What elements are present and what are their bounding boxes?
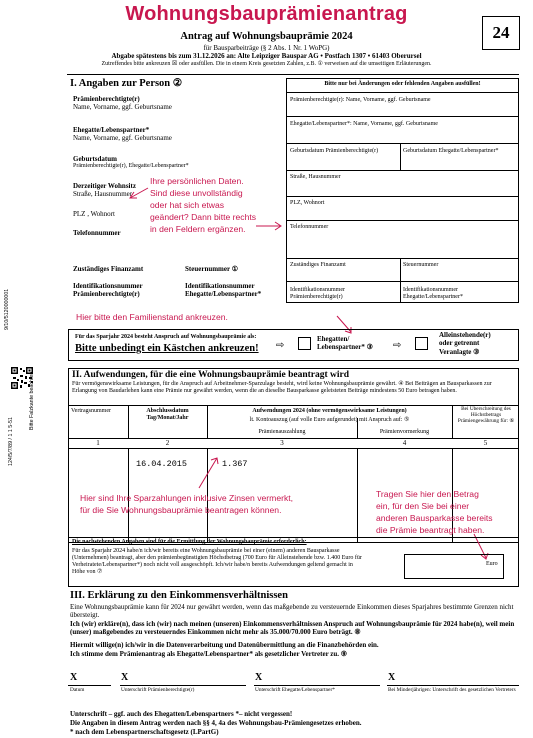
change-field-tax-number[interactable]: Steuernummer <box>403 262 439 268</box>
signature-applicant-label: Unterschrift Prämienberechtigte(r) <box>121 687 195 693</box>
id-spouse-sub: Ehegatte/Lebenspartner* <box>185 290 262 298</box>
signature-date-label: Datum <box>70 687 85 693</box>
cell-conclusion-date: 16.04.2015 <box>136 459 188 469</box>
form-number-box: 24 <box>482 16 520 50</box>
signature-mark: X <box>388 672 396 683</box>
divider <box>67 74 519 75</box>
section-3-text-1: Eine Wohnungsbauprämie kann für 2024 nur gewährt werden, wenn das maßgebende zu versteuernde Einkommen dieses Sparjahres bestimmte Grenzen nicht übersteigt. <box>70 603 514 620</box>
form-subtitle: Antrag auf Wohnungsbauprämie 2024 <box>180 31 353 42</box>
divider <box>286 92 519 93</box>
id-spouse-label: Identifikationsnummer <box>185 282 255 290</box>
marital-emphasis: Bitte unbedingt ein Kästchen ankreuzen! <box>75 343 259 354</box>
side-code: 9/10/5120000001 <box>4 288 10 330</box>
col-num-3: 3 <box>280 439 284 447</box>
divider <box>286 258 519 259</box>
signature-line[interactable] <box>387 685 519 686</box>
birthdate-sub: Prämienberechtigte(r), Ehegatte/Lebenspartner* <box>73 163 189 169</box>
annotation-personal-data: Ihre persönlichen Daten. Sind diese unvollständig oder hat sich etwas geändert? Dann bitte rechts in den Feldern ergänzen. <box>150 176 257 234</box>
divider <box>286 116 519 117</box>
cell-premium-payout: 1.367 <box>222 459 248 469</box>
change-field-city[interactable]: PLZ, Wohnort <box>290 200 325 206</box>
tax-number-label: Steuernummer ① <box>185 265 238 273</box>
instructions-text: Zutreffendes bitte ankreuzen ☒ oder ausfüllen. Die in einem Kreis gesetzten Zahlen, z.B. ① verweisen auf die umseitigen Erläuterungen. <box>101 61 432 67</box>
signature-mark: X <box>70 672 78 683</box>
consent-line-1: Hiermit willige(n) ich/wir in die Datenverarbeitung und Datenübermittlung an die Finanzbehörden ein. <box>70 641 379 649</box>
phone-label: Telefonnummer <box>73 229 121 237</box>
change-field-street[interactable]: Straße, Hausnummer <box>290 174 341 180</box>
change-field-tax-office[interactable]: Zuständiges Finanzamt <box>290 262 346 268</box>
divider <box>286 143 519 144</box>
section-1-heading: I. Angaben zur Person ② <box>70 78 183 89</box>
id-applicant-label: Identifikationsnummer <box>73 282 143 290</box>
section-3-text-2: Ich (wir) erkläre(n), dass ich (wir) nach meinen (unseren) Einkommensverhältnissen Anspruch auf Wohnungsbauprämie für 2024 habe(n), weil mein (unser) maßgebendes zu versteuerndes Einkommen nicht mehr als 35.000/70.000 Euro beträgt. ⑧ <box>70 620 515 637</box>
col-num-2: 2 <box>165 439 170 447</box>
section-3-heading: III. Erklärung zu den Einkommensverhältnissen <box>70 590 288 601</box>
annotation-arrow-savings <box>195 452 225 492</box>
footer-line-2: Die Angaben in diesem Antrag werden nach §§ 4, 4a des Wohnungsbau-Prämiengesetzes erhoben. <box>70 719 362 727</box>
signature-mark: X <box>255 672 263 683</box>
option-single-label: Alleinstehende(r) oder getrennt Veranlagte ③ <box>439 331 491 356</box>
divider <box>286 170 519 171</box>
signature-spouse-label: Unterschrift Ehegatte/Lebenspartner* <box>255 687 335 693</box>
section-2-text: Für vermögenswirksame Leistungen, für die Anspruch auf Arbeitnehmer-Sparzulage besteht, wird keine Wohnungsbauprämie gewährt. ④ Bei Beiträgen an Bausparkassen zur Erlangung von Baudarlehen kann eine Prämie nur gewährt werden, wenn die an dieselbe Bausparkasse geleisteten Beiträge mindestens 50 Euro betragen haben. <box>72 381 492 394</box>
birthdate-label: Geburtsdatum <box>73 155 117 163</box>
col-premium-payout: Prämienauszahlung <box>258 429 306 435</box>
changes-box-header: Bitte nur bei Änderungen oder fehlenden Angaben ausfüllen! <box>324 81 481 87</box>
signature-line[interactable] <box>120 685 246 686</box>
checkbox-single[interactable] <box>415 337 428 350</box>
annotation-marital-status: Hier bitte den Familienstand ankreuzen. <box>76 312 228 322</box>
arrow-right-icon: ⇨ <box>393 340 402 351</box>
change-field-phone[interactable]: Telefonnummer <box>290 224 329 230</box>
change-field-applicant[interactable]: Prämienberechtigte(r): Name, Vorname, ggf. Geburtsname <box>290 97 431 103</box>
other-bank-unit: Euro <box>486 561 498 567</box>
residence-label: Derzeitiger Wohnsitz <box>73 182 136 190</box>
applicant-sub: Name, Vorname, ggf. Geburtsname <box>73 103 172 111</box>
marital-question: Für das Sparjahr 2024 besteht Anspruch auf Wohnungsbauprämie als: <box>75 334 257 340</box>
annotation-arrows <box>128 180 288 240</box>
consent-line-2: Ich stimme dem Prämienantrag als Ehegatte/Lebenspartner* als gesetzlicher Vertreter zu. ⑨ <box>70 650 348 658</box>
signature-line[interactable] <box>68 685 111 686</box>
fold-edge-note: Bitte Falzkante beachten <box>29 371 35 430</box>
signature-guardian-label: Bei Minderjährigen: Unterschrift des gesetzlichen Vertreters <box>388 687 516 693</box>
col-num-1: 1 <box>96 439 100 447</box>
applicant-label: Prämienberechtigte(r) <box>73 95 140 103</box>
form-subtitle-2: für Bausparbeiträge (§ 2 Abs. 1 Nr. 1 WoPG) <box>203 44 330 52</box>
col-expenses-group: Aufwendungen 2024 (ohne vermögenswirksame Leistungen) <box>252 408 407 414</box>
spouse-sub: Name, Vorname, ggf. Geburtsname <box>73 134 172 142</box>
col-num-5: 5 <box>483 439 488 447</box>
divider <box>286 281 519 282</box>
section-2-heading: II. Aufwendungen, für die eine Wohnungsbauprämie beantragt wird <box>72 370 350 380</box>
change-field-birthdate-applicant[interactable]: Geburtsdatum Prämienberechtigte(r) <box>290 148 379 154</box>
col-max-exceed: Bei Überschreitung des Höchstbetrags Prämiengewährung für: ⑥ <box>457 406 515 425</box>
divider <box>286 220 519 221</box>
id-applicant-sub: Prämienberechtigte(r) <box>73 290 140 298</box>
checkbox-spouses[interactable] <box>298 337 311 350</box>
footer-line-1: Unterschrift – ggf. auch des Ehegatten/Lebenspartners *– nicht vergessen! <box>70 710 293 718</box>
annotation-savings: Hier sind Ihre Sparzahlungen inklusive Zinsen vermerkt, für die Sie Wohnungsbauprämie beantragen können. <box>80 493 294 515</box>
footer-line-3: * nach dem Lebenspartnerschaftsgesetz (LPartG) <box>70 728 219 736</box>
side-code-2: 124/5/7/89 / 1 1 5-51 <box>8 417 14 466</box>
col-premium-reservation: Prämienvormerkung <box>379 429 430 435</box>
arrow-right-icon: ⇨ <box>276 340 285 351</box>
col-expenses-sub: lt. Kontoauszug (auf volle Euro aufgerundet) mit Anspruch auf: ⑤ <box>249 417 410 423</box>
option-spouses-label: Ehegatten/ Lebenspartner* ③ <box>317 335 373 352</box>
col-contract-number: Vertragsnummer <box>71 408 111 414</box>
annotation-other-bank: Tragen Sie hier den Betrag ein, für den Sie bei einer anderen Bausparkasse bereits die Prämie beantragt haben. <box>376 489 493 535</box>
other-bank-text: Für das Sparjahr 2024 habe/n ich/wir bereits eine Wohnungsbauprämie bei einer (einem) anderen Bausparkasse (Unternehmen) beantragt, aber den prämienbegünstigten Höchstbetrag (700 Euro für Alleinstehende bzw. 1.400 Euro für Verheiratete/Lebenspartner*) noch nicht voll ausgeschöpft. Ich/wir habe/n bereits Aufwendungen geltend gemacht in Höhe von ⑦ <box>72 548 362 575</box>
signature-line[interactable] <box>254 685 380 686</box>
city-label: PLZ , Wohnort <box>73 210 115 218</box>
change-field-id-applicant[interactable]: Identifikationsnummer Prämienberechtigte(r) <box>290 287 345 300</box>
signature-mark: X <box>121 672 129 683</box>
page-title: Wohnungsbauprämienantrag <box>125 3 408 25</box>
divider <box>400 143 401 170</box>
change-field-id-spouse[interactable]: Identifikationsnummer Ehegatte/Lebenspartner* <box>403 287 463 300</box>
changes-box <box>286 78 519 303</box>
deadline-text: Abgabe spätestens bis zum 31.12.2026 an: Alte Leipziger Bauspar AG • Postfach 1307 • 61403 Oberursel <box>111 52 422 60</box>
divider <box>286 196 519 197</box>
change-field-spouse[interactable]: Ehegatte/Lebenspartner*: Name, Vorname, ggf. Geburtsname <box>290 121 438 127</box>
tax-office-label: Zuständiges Finanzamt <box>73 265 144 273</box>
residence-sub: Straße, Hausnummer <box>73 190 133 198</box>
divider <box>357 448 358 543</box>
col-conclusion-date: Abschlussdatum Tag/Monat/Jahr <box>146 408 189 421</box>
col-num-4: 4 <box>402 439 407 447</box>
other-bank-header: Die nachstehenden Angaben sind für die Ermittlung der Wohnungsbauprämie erforderlich: <box>72 539 307 545</box>
spouse-label: Ehegatte/Lebenspartner* <box>73 126 150 134</box>
change-field-birthdate-spouse[interactable]: Geburtsdatum Ehegatte/Lebenspartner* <box>403 148 499 154</box>
